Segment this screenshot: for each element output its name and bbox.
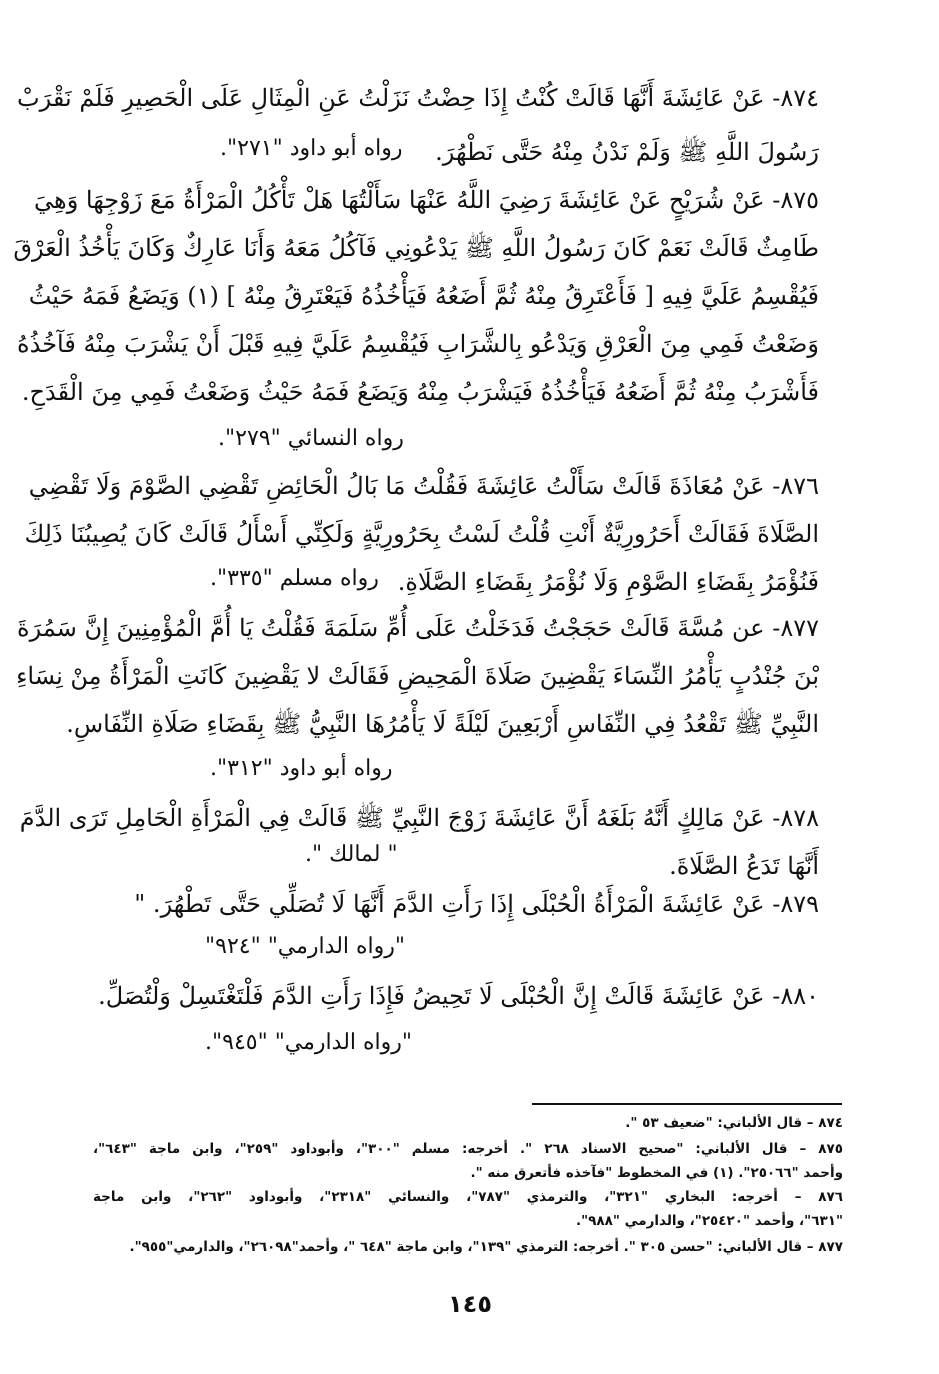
- footnote-875-line-2: وأحمد "٢٥٠٦٦". (١) في المخطوط "فآخذه فأتعرق منه ".: [470, 1165, 843, 1181]
- footnote-874: ٨٧٤ – قال الألباني: "ضعيف ٥٣ ".: [625, 1115, 843, 1131]
- hadith-875-line-3: فَيُقْسِمُ عَلَيَّ فِيهِ [ فَأَعْتَرِقُ مِنْهُ ثُمَّ أَضَعُهُ فَيَأْخُذُهُ فَيَعْتَرِقُ مِنْهُ ] (١) وَيَضَعُ فَمَهُ حَيْثُ: [28, 282, 819, 310]
- hadith-878-line-2: أَنَّهَا تَدَعُ الصَّلَاةَ.: [669, 852, 819, 880]
- footnote-875-line-1: ٨٧٥ – قال الألباني: "صحيح الاسناد ٢٦٨ ". أخرجه: مسلم "٣٠٠"، وأبوداود "٢٥٩"، وابن ماجة "٦٤٣"،: [93, 1141, 843, 1157]
- page-number: ١٤٥: [448, 1290, 492, 1318]
- hadith-875-source: رواه النسائي "٢٧٩".: [218, 426, 404, 451]
- hadith-879-line-1: ٨٧٩- عَنْ عَائِشَةَ الْمَرْأَةُ الْحُبْلَى إِذَا رَأَتِ الدَّمَ أَنَّهَا لَا تُصَلِّي حَتَّى تَطْهُرَ. ": [134, 890, 819, 918]
- hadith-880-source: "رواه الدارمي" "٩٤٥".: [205, 1030, 413, 1055]
- hadith-875-line-5: فَأَشْرَبُ مِنْهُ ثُمَّ أَضَعُهُ فَيَأْخُذُهُ فَيَشْرَبُ مِنْهُ وَيَضَعُ فَمَهُ حَيْثُ وَضَعْتُ فَمِي مِنَ الْقَدَحِ.: [21, 378, 819, 406]
- hadith-877-source: رواه أبو داود "٣١٢".: [210, 756, 393, 781]
- hadith-875-line-4: وَضَعْتُ فَمِي مِنَ الْعَرْقِ وَيَدْعُو بِالشَّرَابِ فَيُقْسِمُ عَلَيَّ فِيهِ قَبْلَ أَنْ يَشْرَبَ مِنْهُ فَآخُذُهُ: [17, 330, 819, 358]
- hadith-877-line-3: النَّبِيِّ ﷺ تَقْعُدُ فِي النِّفَاسِ أَرْبَعِينَ لَيْلَةً لَا يَأْمُرُهَا النَّبِيُّ ﷺ بِقَضَاءِ صَلَاةِ النِّفَاسِ.: [66, 710, 819, 738]
- hadith-876-line-2: الصَّلَاةَ فَقَالَتْ أَحَرُورِيَّةٌ أَنْتِ قُلْتُ لَسْتُ بِحَرُورِيَّةٍ وَلَكِنِّي أَسْأَلُ قَالَتْ كَانَ يُصِيبُنَا ذَلِكَ: [24, 520, 819, 548]
- hadith-877-line-1: ٨٧٧- عن مُسَّةَ قَالَتْ حَجَجْتُ فَدَخَلْتُ عَلَى أُمِّ سَلَمَةَ فَقُلْتُ يَا أُمَّ الْمُؤْمِنِينَ إِنَّ سَمُرَةَ: [17, 614, 819, 642]
- hadith-876-line-3: فَنُؤْمَرُ بِقَضَاءِ الصَّوْمِ وَلَا نُؤْمَرُ بِقَضَاءِ الصَّلَاةِ.: [397, 568, 819, 596]
- hadith-874-source: رواه أبو داود "٢٧١".: [220, 136, 403, 161]
- footnote-876-line-1: ٨٧٦ – أخرجه: البخاري "٣٢١"، والترمذي "٧٨٧"، والنسائي "٢٣١٨"، وأبوداود "٢٦٢"، وابن ماجة: [93, 1189, 843, 1205]
- footnote-separator: [532, 1103, 842, 1105]
- hadith-874-line-2: رَسُولَ اللَّهِ ﷺ وَلَمْ نَدْنُ مِنْهُ حَتَّى نَطْهُرَ.: [435, 138, 819, 166]
- footnote-876-line-2: "٦٣١"، وأحمد "٢٥٤٢٠"، والدارمي "٩٨٨".: [576, 1213, 843, 1229]
- hadith-880-line-1: ٨٨٠- عَنْ عَائِشَةَ قَالَتْ إِنَّ الْحُبْلَى لَا تَحِيضُ فَإِذَا رَأَتِ الدَّمَ فَلْتَغْتَسِلْ وَلْتُصَلِّ.: [98, 982, 819, 1010]
- hadith-879-source: "رواه الدارمي" "٩٢٤": [205, 934, 406, 959]
- hadith-878-source: " لمالك ".: [305, 842, 398, 867]
- hadith-875-line-2: طَامِثٌ قَالَتْ نَعَمْ كَانَ رَسُولُ اللَّهِ ﷺ يَدْعُونِي فَآكُلُ مَعَهُ وَأَنَا عَارِكٌ وَكَانَ يَأْخُذُ الْعَرْقَ: [13, 234, 819, 262]
- hadith-874-line-1: ٨٧٤- عَنْ عَائِشَةَ أَنَّهَا قَالَتْ كُنْتُ إِذَا حِضْتُ نَزَلْتُ عَنِ الْمِثَالِ عَلَى الْحَصِيرِ فَلَمْ نَقْرَبْ: [17, 84, 819, 112]
- hadith-877-line-2: بْنَ جُنْدُبٍ يَأْمُرُ النِّسَاءَ يَقْضِينَ صَلَاةَ الْمَحِيضِ فَقَالَتْ لا يَقْضِينَ كَانَتِ الْمَرْأَةُ مِنْ نِسَاءِ: [16, 662, 819, 690]
- footnote-877: ٨٧٧ – قال الألباني: "حسن ٣٠٥ ". أخرجه: الترمذي "١٣٩"، وابن ماجة "٦٤٨ "، وأحمد"٢٦٠٩٨"، والدارمي"٩٥٥".: [129, 1239, 843, 1255]
- hadith-876-source: رواه مسلم "٣٣٥".: [210, 566, 379, 591]
- hadith-878-line-1: ٨٧٨- عَنْ مَالِكٍ أَنَّهُ بَلَغَهُ أَنَّ عَائِشَةَ زَوْجَ النَّبِيِّ ﷺ قَالَتْ فِي الْمَرْأَةِ الْحَامِلِ تَرَى الدَّمَ: [19, 804, 819, 832]
- hadith-875-line-1: ٨٧٥- عَنْ شُرَيْحٍ عَنْ عَائِشَةَ رَضِيَ اللَّهُ عَنْهَا سَأَلْتُهَا هَلْ تَأْكُلُ الْمَرْأَةُ مَعَ زَوْجِهَا وَهِيَ: [34, 186, 819, 214]
- hadith-876-line-1: ٨٧٦- عَنْ مُعَاذَةَ قَالَتْ سَأَلْتُ عَائِشَةَ فَقُلْتُ مَا بَالُ الْحَائِضِ تَقْضِي الصَّوْمَ وَلَا تَقْضِي: [28, 472, 819, 500]
